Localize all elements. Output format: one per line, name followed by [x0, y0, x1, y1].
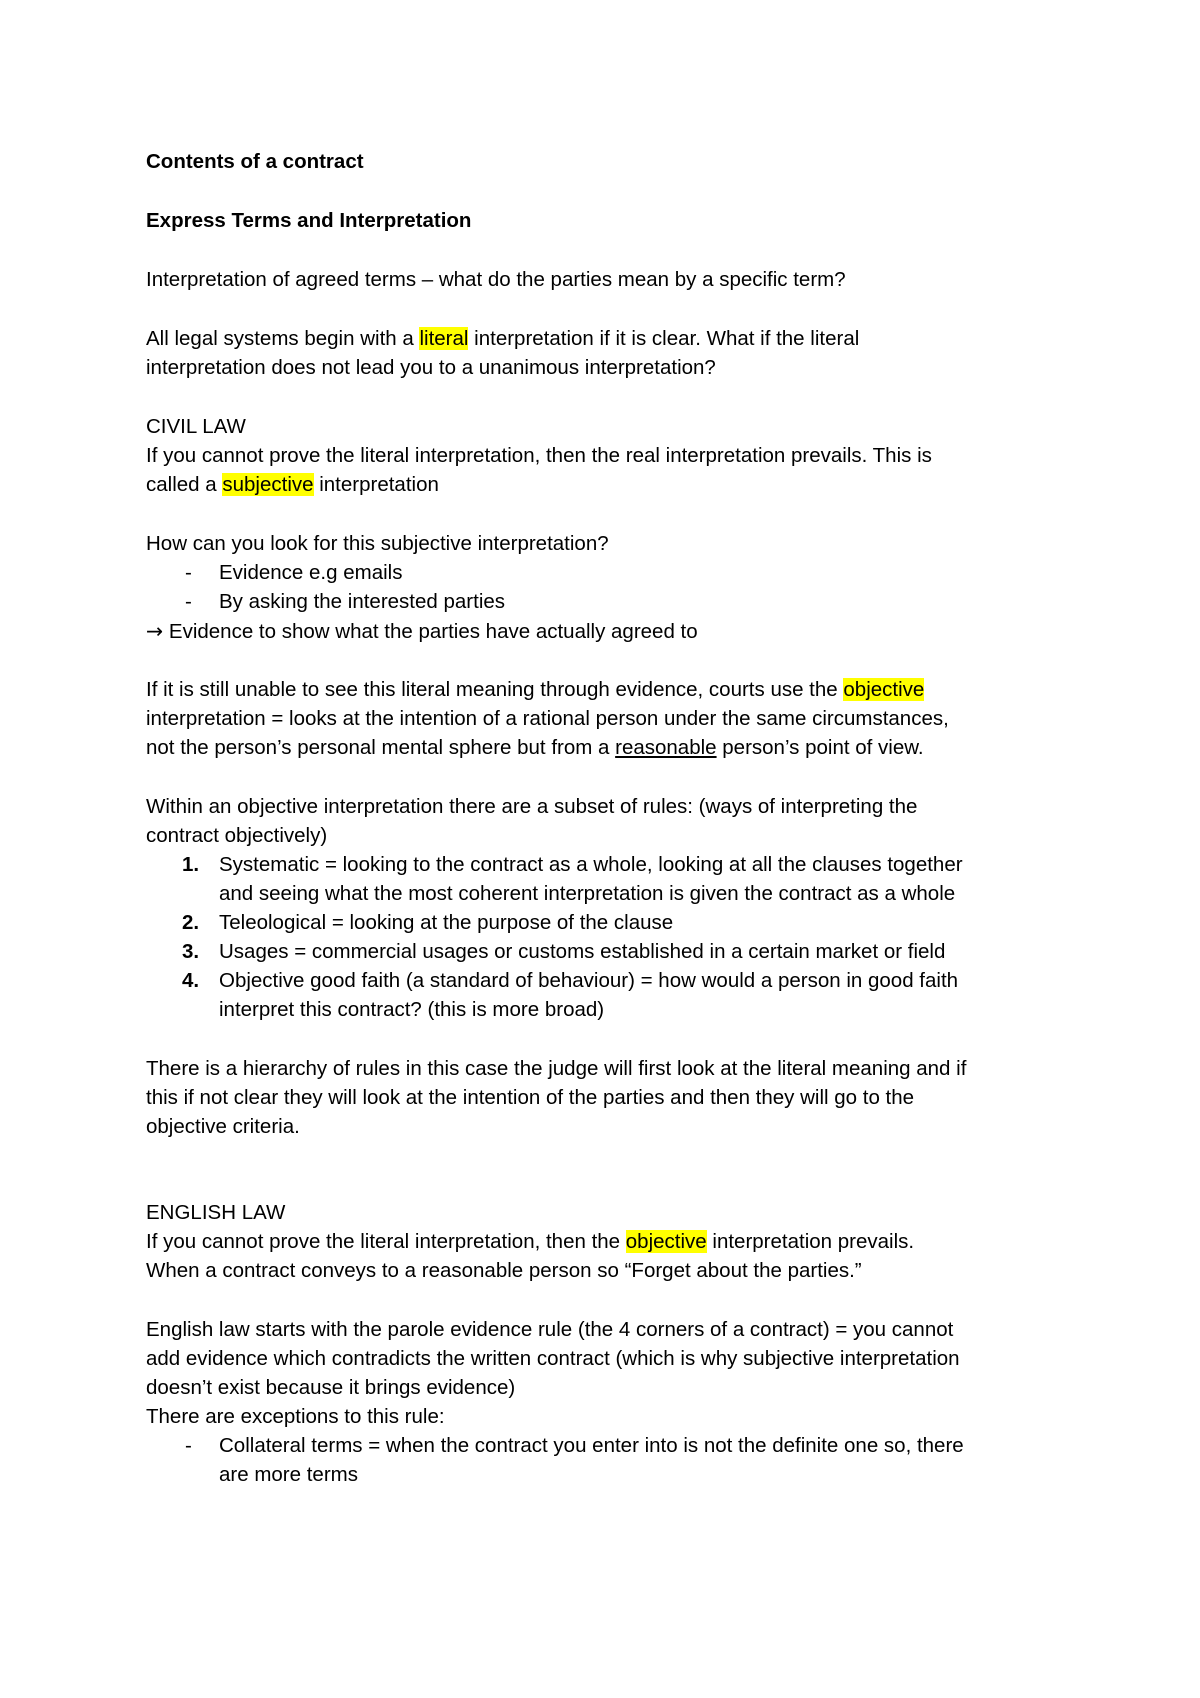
intro-paragraph: Interpretation of agreed terms – what do the parties mean by a specific term?	[146, 268, 846, 291]
document-title: Contents of a contract	[146, 150, 364, 173]
parole-line-3: doesn’t exist because it brings evidence)	[146, 1376, 516, 1399]
civil-law-heading: CIVIL LAW	[146, 415, 246, 438]
list-item: Systematic = looking to the contract as a whole, looking at all the clauses together	[219, 853, 963, 876]
text-run: All legal systems begin with a	[146, 327, 420, 350]
english-law-heading: ENGLISH LAW	[146, 1201, 286, 1224]
english-law-line-2: When a contract conveys to a reasonable person so “Forget about the parties.”	[146, 1259, 862, 1282]
hierarchy-line-2: this if not clear they will look at the intention of the parties and then they will go to the	[146, 1086, 915, 1109]
text-run: interpretation	[313, 473, 439, 496]
bullet-item: Collateral terms = when the contract you enter into is not the definite one so, there	[219, 1434, 964, 1457]
text-run: Evidence to show what the parties have actually agreed to	[168, 620, 698, 643]
underlined-reasonable: reasonable	[615, 736, 717, 759]
bullet-item: By asking the interested parties	[219, 590, 506, 613]
hierarchy-line-3: objective criteria.	[146, 1115, 300, 1138]
parole-line-1: English law starts with the parole evidence rule (the 4 corners of a contract) = you cannot	[146, 1318, 954, 1341]
section-heading: Express Terms and Interpretation	[146, 209, 472, 232]
english-law-line-1	[146, 1228, 914, 1256]
bullet-dash: -	[185, 590, 192, 613]
arrow-line	[146, 617, 698, 645]
rules-line-1: Within an objective interpretation there are a subset of rules: (ways of interpreting the	[146, 795, 918, 818]
bullet-dash: -	[185, 561, 192, 584]
rules-line-2: contract objectively)	[146, 824, 328, 847]
parole-line-2: add evidence which contradicts the written contract (which is why subjective interpretation	[146, 1347, 960, 1370]
list-item-continuation: and seeing what the most coherent interpretation is given the contract as a whole	[219, 882, 956, 905]
highlight-objective: objective	[843, 678, 925, 701]
list-number: 1.	[182, 853, 200, 876]
list-number: 3.	[182, 940, 200, 963]
text-run: If you cannot prove the literal interpretation, then the	[146, 1230, 626, 1253]
list-item: Objective good faith (a standard of behaviour) = how would a person in good faith	[219, 969, 959, 992]
literal-paragraph-line-1	[146, 325, 859, 353]
list-item-continuation: interpret this contract? (this is more broad)	[219, 998, 605, 1021]
objective-line-1	[146, 676, 924, 704]
highlight-literal: literal	[419, 327, 469, 350]
exceptions-line: There are exceptions to this rule:	[146, 1405, 445, 1428]
text-run: If it is still unable to see this literal meaning through evidence, courts use the	[146, 678, 844, 701]
text-run: interpretation if it is clear. What if the literal	[468, 327, 860, 350]
text-run: called a	[146, 473, 223, 496]
list-item: Usages = commercial usages or customs established in a certain market or field	[219, 940, 946, 963]
list-item: Teleological = looking at the purpose of the clause	[219, 911, 674, 934]
literal-paragraph-line-2: interpretation does not lead you to a unanimous interpretation?	[146, 356, 716, 379]
hierarchy-line-1: There is a hierarchy of rules in this case the judge will first look at the literal meaning and if	[146, 1057, 967, 1080]
text-run: interpretation prevails.	[706, 1230, 915, 1253]
objective-line-2: interpretation = looks at the intention of a rational person under the same circumstances,	[146, 707, 949, 730]
text-run: person’s point of view.	[716, 736, 924, 759]
list-number: 2.	[182, 911, 200, 934]
civil-law-line-2	[146, 471, 439, 499]
subjective-question: How can you look for this subjective interpretation?	[146, 532, 609, 555]
bullet-item-continuation: are more terms	[219, 1463, 358, 1486]
list-number: 4.	[182, 969, 200, 992]
arrow-right-icon: →	[146, 619, 164, 643]
highlight-subjective: subjective	[222, 473, 314, 496]
civil-law-line-1: If you cannot prove the literal interpretation, then the real interpretation prevails. This is	[146, 444, 932, 467]
text-run: not the person’s personal mental sphere but from a	[146, 736, 616, 759]
highlight-objective: objective	[625, 1230, 707, 1253]
objective-line-3	[146, 734, 924, 762]
bullet-dash: -	[185, 1434, 192, 1457]
bullet-item: Evidence e.g emails	[219, 561, 403, 584]
